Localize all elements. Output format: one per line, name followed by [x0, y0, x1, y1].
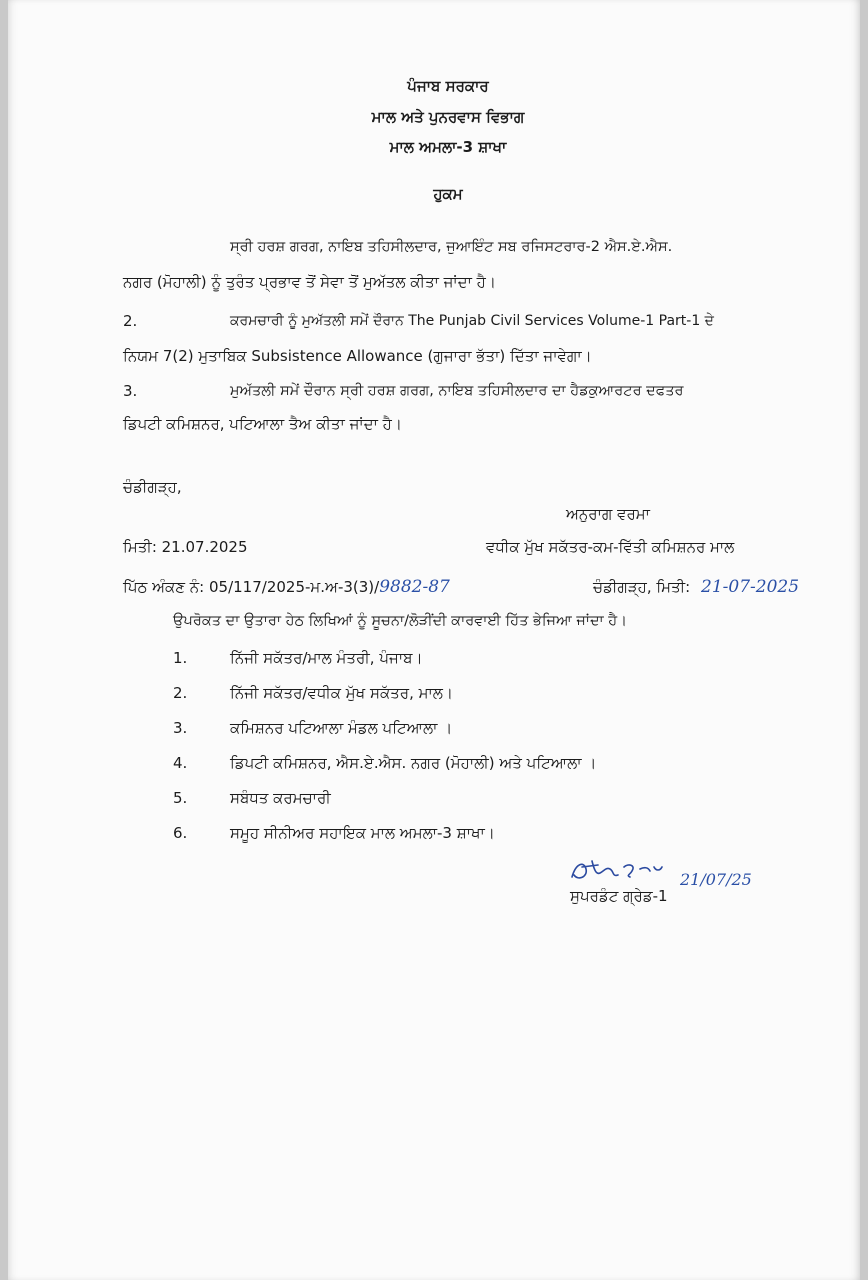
recipient-text: ਸਬੰਧਤ ਕਰਮਚਾਰੀ: [230, 789, 331, 807]
place-text: ਚੰਡੀਗੜ੍ਹ,: [123, 478, 182, 496]
recipient-text: ਸਮੂਹ ਸੀਨੀਅਰ ਸਹਾਇਕ ਮਾਲ ਅਮਲਾ-3 ਸ਼ਾਖਾ।: [230, 824, 495, 842]
handwritten-date: 21-07-2025: [701, 577, 800, 597]
document-page: [8, 0, 860, 1280]
para3-line1: ਮੁਅੱਤਲੀ ਸਮੇਂ ਦੌਰਾਨ ਸ੍ਰੀ ਹਰਸ਼ ਗਰਗ, ਨਾਇਬ ਤਹਿਸੀਲਦਾਰ ਦਾ ਹੈਡਕੁਆਰਟਰ ਦਫਤਰ: [230, 383, 684, 399]
recipient-number: 4.: [173, 754, 188, 772]
para3-number: 3.: [123, 382, 138, 400]
handwritten-endorsement-number: 9882-87: [379, 577, 450, 597]
recipient-number: 3.: [173, 719, 188, 737]
recipient-text: ਡਿਪਟੀ ਕਮਿਸ਼ਨਰ, ਐਸ.ਏ.ਐਸ. ਨਗਰ (ਮੋਹਾਲੀ) ਅਤੇ ਪਟਿਆਲਾ ।: [230, 754, 597, 772]
endorsement-number-prefix: ਪਿੱਠ ਅੰਕਣ ਨੰ: 05/117/2025-ਮ.ਅ-3(3)/: [123, 578, 380, 596]
endorsement-intro: ਉਪਰੋਕਤ ਦਾ ਉਤਾਰਾ ਹੇਠ ਲਿਖਿਆਂ ਨੂੰ ਸੂਚਨਾ/ਲੋੜੀਂਦੀ ਕਾਰਵਾਈ ਹਿੱਤ ਭੇਜਿਆ ਜਾਂਦਾ ਹੈ।: [173, 613, 627, 629]
recipient-number: 2.: [173, 684, 188, 702]
para2-line1: ਕਰਮਚਾਰੀ ਨੂੰ ਮੁਅੱਤਲੀ ਸਮੇਂ ਦੌਰਾਨ The Punjab Civil Services Volume-1 Part-1 ਦੇ: [230, 313, 714, 329]
signature-date: 21/07/25: [680, 870, 752, 889]
para2-line2: ਨਿਯਮ 7(2) ਮੁਤਾਬਿਕ Subsistence Allowance (ਗੁਜਾਰਾ ਭੱਤਾ) ਦਿੱਤਾ ਜਾਵੇਗਾ।: [123, 347, 592, 365]
para3-line2: ਡਿਪਟੀ ਕਮਿਸ਼ਨਰ, ਪਟਿਆਲਾ ਤੈਅ ਕੀਤਾ ਜਾਂਦਾ ਹੈ।: [123, 415, 402, 433]
superintendent-signature: [566, 855, 686, 889]
recipient-number: 1.: [173, 649, 188, 667]
endorsement-place-date-prefix: ਚੰਡੀਗੜ੍ਹ, ਮਿਤੀ:: [593, 578, 691, 596]
department-heading: ਮਾਲ ਅਤੇ ਪੁਨਰਵਾਸ ਵਿਭਾਗ: [371, 108, 525, 126]
recipient-text: ਕਮਿਸ਼ਨਰ ਪਟਿਆਲਾ ਮੰਡਲ ਪਟਿਆਲਾ ।: [230, 719, 453, 737]
signatory-name: ਅਨੁਰਾਗ ਵਰਮਾ: [566, 505, 650, 523]
para1-line2: ਨਗਰ (ਮੋਹਾਲੀ) ਨੂੰ ਤੁਰੰਤ ਪ੍ਰਭਾਵ ਤੋਂ ਸੇਵਾ ਤੋਂ ਮੁਅੱਤਲ ਕੀਤਾ ਜਾਂਦਾ ਹੈ।: [123, 273, 496, 291]
endorsement-number: [123, 577, 450, 597]
endorsement-place-date: [593, 577, 799, 597]
superintendent-designation: ਸੁਪਰਡੰਟ ਗ੍ਰੇਡ-1: [570, 887, 668, 905]
recipient-text: ਨਿੱਜੀ ਸਕੱਤਰ/ਮਾਲ ਮੰਤਰੀ, ਪੰਜਾਬ।: [230, 649, 423, 667]
recipient-number: 6.: [173, 824, 188, 842]
signatory-designation: ਵਧੀਕ ਮੁੱਖ ਸਕੱਤਰ-ਕਮ-ਵਿੱਤੀ ਕਮਿਸ਼ਨਰ ਮਾਲ: [486, 538, 735, 556]
date-line: ਮਿਤੀ: 21.07.2025: [123, 538, 248, 556]
recipient-number: 5.: [173, 789, 188, 807]
para1-line1: ਸ੍ਰੀ ਹਰਸ਼ ਗਰਗ, ਨਾਇਬ ਤਹਿਸੀਲਦਾਰ, ਜੁਆਇੰਟ ਸਬ ਰਜਿਸਟਰਾਰ-2 ਐਸ.ਏ.ਐਸ.: [230, 239, 673, 255]
recipient-text: ਨਿੱਜੀ ਸਕੱਤਰ/ਵਧੀਕ ਮੁੱਖ ਸਕੱਤਰ, ਮਾਲ।: [230, 684, 454, 702]
order-title: ਹੁਕਮ: [433, 185, 463, 203]
para2-number: 2.: [123, 312, 138, 330]
government-heading: ਪੰਜਾਬ ਸਰਕਾਰ: [407, 77, 489, 95]
branch-heading: ਮਾਲ ਅਮਲਾ-3 ਸ਼ਾਖਾ: [389, 138, 507, 156]
